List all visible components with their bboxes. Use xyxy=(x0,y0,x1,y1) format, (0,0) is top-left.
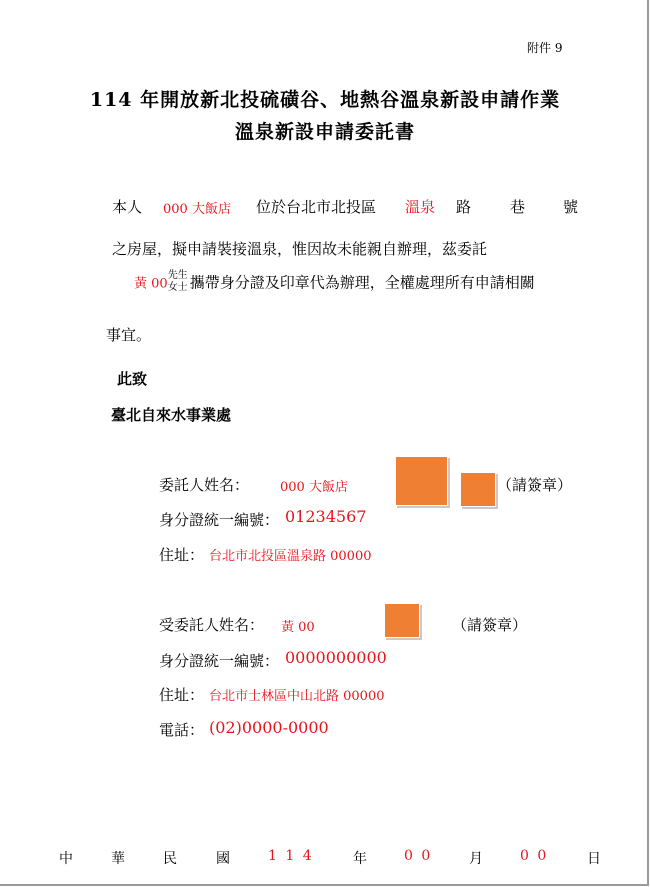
agent-id-value: 0000000000 xyxy=(285,648,387,667)
line3-rest: 攜帶身分證及印章代為辦理，全權處理所有申請相關 xyxy=(189,273,535,292)
principal-seal-small xyxy=(460,472,496,507)
agent-address-value: 台北市士林區中山北路 00000 xyxy=(209,689,385,704)
principal-address-value: 台北市北投區溫泉路 00000 xyxy=(209,549,372,564)
principal-id-value: 01234567 xyxy=(285,507,367,526)
date-year: 1 1 4 xyxy=(268,848,314,864)
date-year-label: 年 xyxy=(353,851,367,867)
agent-address-label: 住址： xyxy=(159,686,205,704)
number-label: 號 xyxy=(563,198,579,216)
paragraph-line2: 之房屋，擬申請裝接溫泉，惟因故未能親自辦理，茲委託 xyxy=(112,240,488,258)
principal-name-label: 委託人姓名： xyxy=(159,476,250,494)
attachment-label: 附件 9 xyxy=(527,41,563,55)
agent-phone-value: (02)0000-0000 xyxy=(209,718,329,737)
paragraph-line4: 事宜。 xyxy=(106,326,152,344)
agent-sign-label: （請簽章） xyxy=(452,616,528,634)
salutation: 此致 xyxy=(117,370,148,388)
document-title: 114 年開放新北投硫磺谷、地熱谷溫泉新設申請作業 xyxy=(89,89,561,111)
agent-name-value: 黃 00 xyxy=(281,620,315,635)
paragraph-line3 xyxy=(134,270,535,294)
principal-id-label: 身分證統一編號： xyxy=(159,511,280,529)
date-char-1: 中 xyxy=(59,851,73,867)
lane-label: 巷 xyxy=(510,198,526,216)
principal-name-value: 000 大飯店 xyxy=(280,480,348,495)
principal-seal-large xyxy=(395,456,448,506)
agent-phone-label: 電話： xyxy=(159,721,205,739)
date-day: 0 0 xyxy=(520,848,549,864)
principal-sign-label: （請簽章） xyxy=(497,476,573,494)
date-day-label: 日 xyxy=(587,851,601,867)
date-month: 0 0 xyxy=(404,848,433,864)
recipient: 臺北自來水事業處 xyxy=(111,406,232,424)
located-text: 位於台北市北投區 xyxy=(256,198,377,216)
principal-name-inline: 000 大飯店 xyxy=(163,202,231,217)
honorific-ms: 女士 xyxy=(167,282,188,293)
agent-seal xyxy=(384,603,420,638)
agent-name-label: 受委託人姓名： xyxy=(159,616,265,634)
road-label: 路 xyxy=(456,198,472,216)
road-name: 溫泉 xyxy=(405,198,436,216)
honorific-stack xyxy=(168,270,188,294)
date-char-4: 國 xyxy=(216,851,230,867)
principal-address-label: 住址： xyxy=(159,546,205,564)
date-month-label: 月 xyxy=(469,851,483,867)
document-subtitle: 溫泉新設申請委託書 xyxy=(234,121,415,143)
honorific-mr: 先生 xyxy=(167,270,188,281)
label-principal: 本人 xyxy=(112,198,143,216)
agent-name-inline: 黃 00 xyxy=(134,276,168,292)
agent-id-label: 身分證統一編號： xyxy=(159,652,280,670)
date-char-3: 民 xyxy=(163,851,177,867)
date-char-2: 華 xyxy=(111,851,125,867)
